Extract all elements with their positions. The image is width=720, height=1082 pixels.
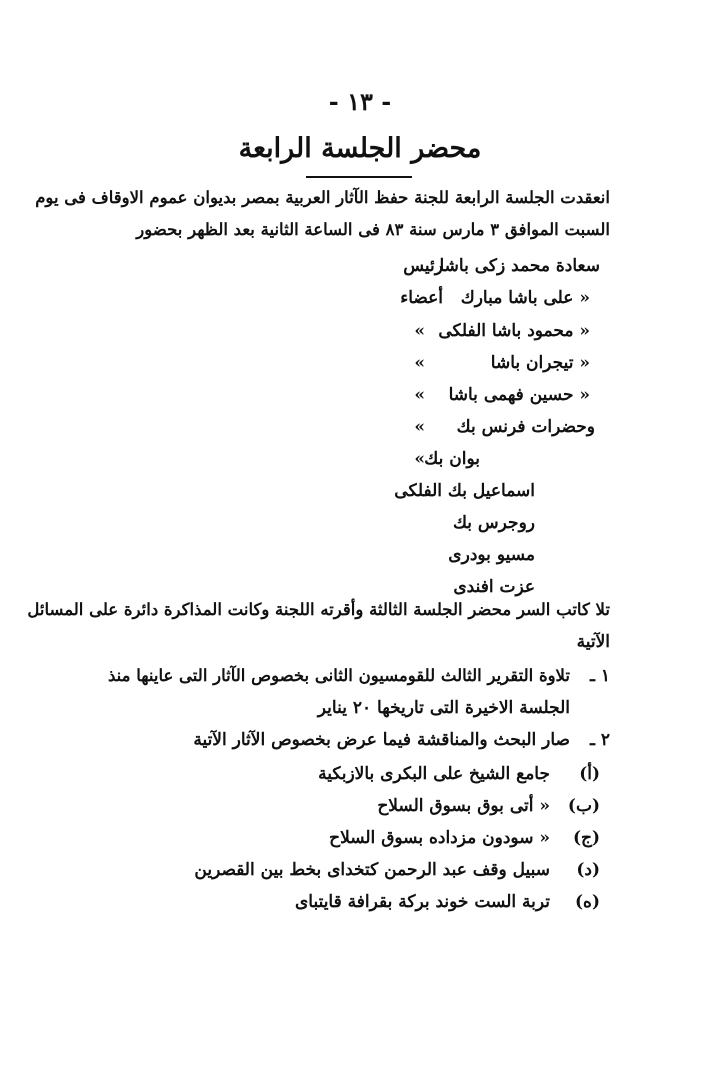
sub-item-text: جامع الشيخ على البكرى بالازبكية: [318, 764, 550, 784]
agenda-number: ٢ ـ: [589, 730, 610, 750]
attendee-name: « محمود باشا الفلكى: [438, 321, 590, 341]
agenda-item-line-1: صار البحث والمناقشة فيما عرض بخصوص الآثار الآتية: [193, 730, 570, 750]
summary-line-2: الآتية: [576, 632, 610, 652]
summary-line-1: تلا كاتب السر محضر الجلسة الثالثة وأقرته اللجنة وكانت المذاكرة دائرة على المسائل: [27, 600, 610, 619]
attendee-name: سعادة محمد زكى باشا: [439, 256, 600, 276]
attendee-role: »: [414, 449, 425, 469]
sub-item-marker: (د): [576, 860, 600, 880]
attendee-role: »: [414, 417, 425, 437]
sub-item-marker: (ج): [572, 828, 600, 848]
title-underline: [306, 176, 412, 178]
sub-item-marker: (ه): [575, 892, 600, 912]
attendee-name: اسماعيل بك الفلكى: [394, 481, 535, 501]
attendee-role: »: [414, 353, 425, 373]
attendee-name: روجرس بك: [452, 513, 535, 533]
page-number: - ١٣ -: [328, 87, 392, 116]
attendee-name: وحضرات فرنس بك: [456, 417, 595, 437]
attendee-name: بوان بك: [424, 449, 480, 469]
sub-item-text: « سودون مزداده بسوق السلاح: [329, 828, 550, 848]
attendee-name: عزت افندى: [453, 577, 535, 597]
attendee-name: مسيو بودرى: [448, 545, 535, 565]
attendee-role: »: [414, 385, 425, 405]
sub-item-marker: (أ): [579, 764, 600, 784]
attendee-name: « حسين فهمى باشا: [448, 385, 590, 405]
attendee-name: « على باشا مبارك: [460, 288, 590, 308]
opening-line-2: السبت الموافق ٣ مارس سنة ٨٣ فى الساعة الثانية بعد الظهر بحضور: [136, 220, 610, 239]
sub-item-text: سبيل وقف عبد الرحمن كتخداى بخط بين القصرين: [194, 860, 550, 880]
sub-item-text: تربة الست خوند بركة بقرافة قايتباى: [294, 892, 550, 912]
sub-item-text: « أتى بوق بسوق السلاح: [377, 796, 550, 816]
attendee-role: رئيس: [403, 256, 443, 276]
attendee-role: »: [414, 321, 425, 341]
agenda-item-line-2: الجلسة الاخيرة التى تاريخها ٢٠ يناير: [317, 698, 570, 718]
agenda-number: ١ ـ: [589, 666, 610, 686]
agenda-item-line-1: تلاوة التقرير الثالث للقومسيون الثانى بخصوص الآثار التى عاينها منذ: [108, 666, 570, 685]
sub-item-marker: (ب): [567, 796, 600, 816]
page-title: محضر الجلسة الرابعة: [238, 133, 482, 164]
opening-line-1: انعقدت الجلسة الرابعة للجنة حفظ الآثار العربية بمصر بديوان عموم الاوقاف فى يوم: [35, 188, 610, 207]
attendee-role: أعضاء: [400, 288, 443, 308]
attendee-name: « تيجران باشا: [490, 353, 590, 373]
